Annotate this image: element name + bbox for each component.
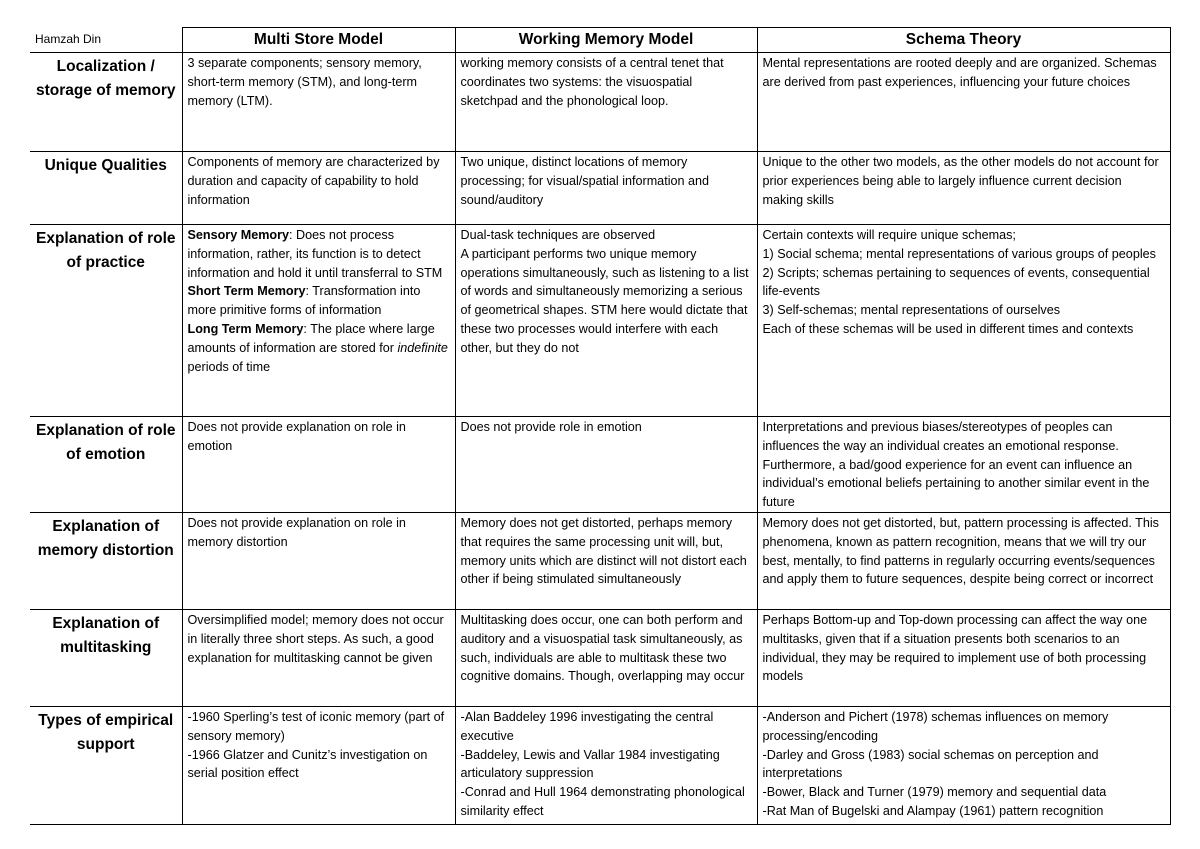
- sensory-memory-text: : Does not process information, rather, its function is to detect information and hold it until transferral to STM: [187, 228, 443, 280]
- schema-support-line: -Rat Man of Bugelski and Alampay (1961) pattern recognition: [762, 803, 1104, 818]
- wmm-practice-line: Dual-task techniques are observed: [460, 228, 656, 242]
- stm-text: : Transformation into more primitive forms of information: [187, 284, 421, 318]
- wmm-practice-line: A participant performs two unique memory operations simultaneously, such as listening to a list of words and simultaneously memorizing a serious of geometrical shapes. STM here would dictate that these two processes would interfere with each other, but they do not: [460, 246, 749, 355]
- sensory-memory-label: Sensory Memory: [187, 228, 289, 242]
- column-header-schema-theory: Schema Theory: [757, 28, 1170, 53]
- stm-label: Short Term Memory: [187, 284, 306, 299]
- ltm-italic-word: indefinite: [397, 340, 448, 355]
- cell-schema-support: [757, 707, 1170, 825]
- schema-practice-line: Certain contexts will require unique schemas;: [762, 228, 1016, 242]
- table-row: [30, 707, 1170, 825]
- schema-support-line: -Anderson and Pichert (1978) schemas influences on memory processing/encoding: [762, 710, 1109, 743]
- cell-msm-localization: 3 separate components; sensory memory, short-term memory (STM), and long-term memory (LTM).: [182, 53, 455, 152]
- cell-schema-distortion: Memory does not get distorted, but, pattern processing is affected. This phenomena, known as pattern recognition, means that we will try our best, mentally, to find patterns in regularly occurring events/sequences and apply them to future sequences, despite being correct or incorrect: [757, 513, 1170, 610]
- column-header-working-memory: Working Memory Model: [455, 28, 757, 53]
- wmm-support-line: -Baddeley, Lewis and Vallar 1984 investigating articulatory suppression: [460, 747, 720, 781]
- cell-wmm-localization: working memory consists of a central tenet that coordinates two systems: the visuospatial sketchpad and the phonological loop.: [455, 53, 757, 152]
- cell-msm-unique: Components of memory are characterized by duration and capacity of capability to hold information: [182, 152, 455, 225]
- table-row: [30, 152, 1170, 225]
- cell-msm-emotion: Does not provide explanation on role in emotion: [182, 417, 455, 513]
- table-row: [30, 53, 1170, 152]
- table-header-row: [30, 28, 1170, 53]
- msm-support-line: -1960 Sperling’s test of iconic memory (part of sensory memory): [187, 710, 445, 743]
- column-header-multi-store: Multi Store Model: [182, 28, 455, 53]
- schema-practice-line: 1) Social schema; mental representations of various groups of peoples: [762, 246, 1156, 261]
- cell-schema-practice: [757, 225, 1170, 417]
- table-row: [30, 417, 1170, 513]
- row-label-emotion: Explanation of role of emotion: [30, 417, 182, 513]
- table-row: [30, 513, 1170, 610]
- cell-wmm-support: [455, 707, 757, 825]
- cell-wmm-practice: [455, 225, 757, 417]
- cell-msm-practice: [182, 225, 455, 417]
- comparison-table: [30, 27, 1171, 825]
- cell-schema-unique: Unique to the other two models, as the other models do not account for prior experiences being able to largely influence current decision making skills: [757, 152, 1170, 225]
- row-label-distortion: Explanation of memory distortion: [30, 513, 182, 610]
- schema-support-line: -Darley and Gross (1983) social schemas on perception and interpretations: [762, 747, 1099, 781]
- cell-wmm-distortion: Memory does not get distorted, perhaps memory that requires the same processing unit will, but, memory units which are distinct will not distort each other if being stimulated simultaneously: [455, 513, 757, 610]
- row-label-localization: Localization / storage of memory: [30, 53, 182, 152]
- cell-msm-multitasking: Oversimplified model; memory does not occur in literally three short steps. As such, a good explanation for multitasking cannot be given: [182, 610, 455, 707]
- msm-support-line: -1966 Glatzer and Cunitz’s investigation on serial position effect: [187, 747, 428, 781]
- schema-practice-line: 2) Scripts; schemas pertaining to sequences of events, consequential life-events: [762, 265, 1150, 299]
- cell-msm-support: [182, 707, 455, 825]
- cell-wmm-multitasking: Multitasking does occur, one can both perform and auditory and a visuospatial task simultaneously, as such, individuals are able to multitask these two cognitive domains. Though, overlapping may occur: [455, 610, 757, 707]
- cell-wmm-emotion: Does not provide role in emotion: [455, 417, 757, 513]
- row-label-unique-qualities: Unique Qualities: [30, 152, 182, 225]
- schema-practice-line: Each of these schemas will be used in different times and contexts: [762, 321, 1134, 336]
- author-name: Hamzah Din: [30, 28, 182, 53]
- row-label-practice: Explanation of role of practice: [30, 225, 182, 417]
- ltm-text: : The place where large amounts of information are stored for: [187, 321, 435, 355]
- table-row: [30, 225, 1170, 417]
- table-row: [30, 610, 1170, 707]
- cell-msm-distortion: Does not provide explanation on role in memory distortion: [182, 513, 455, 610]
- schema-practice-line: 3) Self-schemas; mental representations of ourselves: [762, 303, 1060, 318]
- schema-support-line: -Bower, Black and Turner (1979) memory and sequential data: [762, 785, 1107, 800]
- wmm-support-line: -Conrad and Hull 1964 demonstrating phonological similarity effect: [460, 785, 745, 818]
- row-label-empirical-support: Types of empirical support: [30, 707, 182, 825]
- cell-schema-localization: Mental representations are rooted deeply and are organized. Schemas are derived from past experiences, influencing your future choices: [757, 53, 1170, 152]
- cell-wmm-unique: Two unique, distinct locations of memory processing; for visual/spatial information and sound/auditory: [455, 152, 757, 225]
- ltm-text-end: periods of time: [187, 359, 271, 374]
- cell-schema-emotion: Interpretations and previous biases/stereotypes of peoples can influences the way an individual creates an emotional response. Furthermore, a bad/good experience for an event can influence an individual’s emotional beliefs pertaining to another similar event in the future: [757, 417, 1170, 513]
- cell-schema-multitasking: Perhaps Bottom-up and Top-down processing can affect the way one multitasks, given that if a situation presents both scenarios to an individual, they may be required to implement use of both processing models: [757, 610, 1170, 707]
- wmm-support-line: -Alan Baddeley 1996 investigating the central executive: [460, 710, 714, 743]
- ltm-label: Long Term Memory: [187, 321, 304, 336]
- row-label-multitasking: Explanation of multitasking: [30, 610, 182, 707]
